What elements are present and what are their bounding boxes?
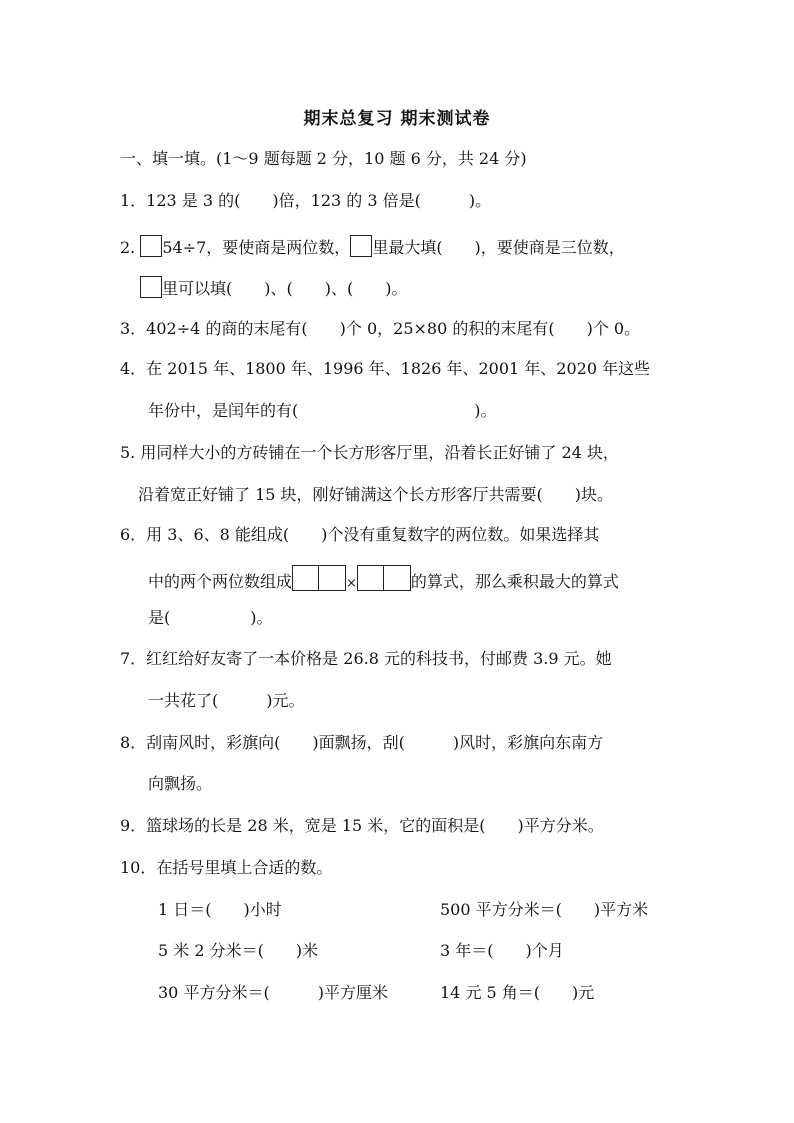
question-5-line-2: 沿着宽正好铺了 15 块，刚好铺满这个长方形客厅共需要( )块。 <box>138 485 614 504</box>
question-4-line-2: 年份中，是闰年的有( )。 <box>148 401 497 420</box>
answer-box <box>292 565 319 591</box>
q10-item-2: 500 平方分米＝( )平方米 <box>440 900 649 919</box>
question-10-stem: 10．在括号里填上合适的数。 <box>120 858 333 877</box>
question-2-line-1 <box>120 235 625 261</box>
question-2-number: 2. <box>120 238 136 257</box>
q10-item-5: 30 平方分米＝( )平方厘米 <box>158 983 388 1002</box>
answer-box <box>357 565 384 591</box>
section-heading: 一、填一填。(1～9 题每题 2 分，10 题 6 分，共 24 分) <box>120 149 527 168</box>
q10-item-1: 1 日＝( )小时 <box>158 900 282 919</box>
answer-box <box>350 235 372 257</box>
q10-item-6: 14 元 5 角＝( )元 <box>440 983 595 1002</box>
question-5-line-1: 5. 用同样大小的方砖铺在一个长方形客厅里，沿着长正好铺了 24 块， <box>120 443 619 462</box>
question-2-text-c: 里可以填( )、( )、( )。 <box>162 279 408 298</box>
question-8-line-2: 向飘扬。 <box>148 774 213 793</box>
question-9: 9．篮球场的长是 28 米，宽是 15 米，它的面积是( )平方分米。 <box>120 816 604 835</box>
question-6-line-3: 是( )。 <box>148 608 273 627</box>
answer-box <box>384 565 411 591</box>
answer-box <box>140 276 162 298</box>
question-2-text-b: 里最大填( )，要使商是三位数， <box>372 238 625 257</box>
q10-item-4: 3 年＝( )个月 <box>440 941 564 960</box>
question-7-line-2: 一共花了( )元。 <box>148 691 305 710</box>
q10-item-3: 5 米 2 分米＝( )米 <box>158 941 319 960</box>
question-6-text-a: 中的两个两位数组成 <box>148 572 293 591</box>
question-2-text-a: 54÷7，要使商是两位数， <box>162 238 351 257</box>
answer-box <box>319 565 346 591</box>
answer-box <box>140 235 162 257</box>
question-8-line-1: 8．刮南风时，彩旗向( )面飘扬，刮( )风时，彩旗向东南方 <box>120 733 604 752</box>
question-6-line-2 <box>148 565 619 591</box>
question-3: 3．402÷4 的商的末尾有( )个 0，25×80 的积的末尾有( )个 0。 <box>120 319 641 338</box>
times-sign: × <box>346 576 357 591</box>
question-2-line-2 <box>140 276 407 302</box>
page-title: 期末总复习 期末测试卷 <box>303 109 491 129</box>
question-1: 1．123 是 3 的( )倍，123 的 3 倍是( )。 <box>120 191 492 210</box>
question-7-line-1: 7．红红给好友寄了一本价格是 26.8 元的科技书，付邮费 3.9 元。她 <box>120 649 612 668</box>
question-4-line-1: 4．在 2015 年、1800 年、1996 年、1826 年、2001 年、2020 年这些 <box>120 359 651 378</box>
question-6-text-b: 的算式，那么乘积最大的算式 <box>410 572 619 591</box>
question-6-line-1: 6．用 3、6、8 能组成( )个没有重复数字的两位数。如果选择其 <box>120 525 600 544</box>
